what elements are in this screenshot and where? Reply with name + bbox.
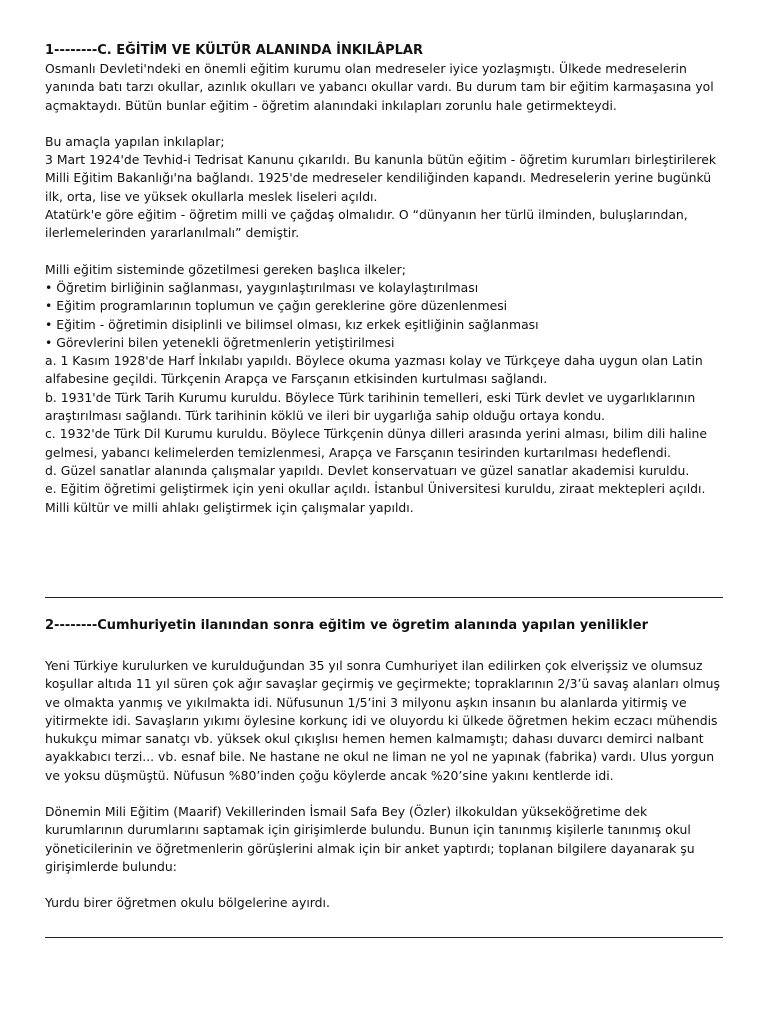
principle-item: • Eğitim - öğretimin disiplinli ve bilimsel olması, kız erkek eşitliğinin sağlanması: [45, 316, 723, 334]
section-2-heading: 2--------Cumhuriyetin ilanından sonra eğitim ve ögretim alanında yapılan yenilikler: [45, 618, 648, 633]
principles-title: Milli eğitim sisteminde gözetilmesi gereken başlıca ilkeler;: [45, 261, 406, 277]
item-harf-inkilabi: a. 1 Kasım 1928'de Harf İnkılabı yapıldı. Böylece okuma yazması kolay ve Türkçeye daha uygun olan Latin alfabesine geçildi. Türkçenin Arapça ve Farsçanın etkisinden kurtulması sağlandı.: [45, 353, 703, 387]
item-turk-dil-kurumu: c. 1932'de Türk Dil Kurumu kuruldu. Böylece Türkçenin dünya dilleri arasında yerini alması, bilim dili haline gelmesi, yabancı kelimelerden temizlenmesi, Arapça ve Farsçanın tesirinden kurtarılması hedeflendi.: [45, 426, 708, 460]
reform-ataturk-quote: Atatürk'e göre eğitim - öğretim milli ve çağdaş olmalıdır. O “dünyanın her türlü ilminden, buluşlarından, ilerlemelerinden yararlanılmalı” demiştir.: [45, 207, 688, 241]
principle-item: • Öğretim birliğinin sağlanması, yaygınlaştırılması ve kolaylaştırılması: [45, 279, 723, 297]
section-education-culture-reforms: [45, 41, 723, 517]
section-divider: [45, 937, 723, 938]
reform-items: [45, 352, 723, 517]
reforms-lead: Bu amaçla yapılan inkılaplar;: [45, 133, 225, 149]
paragraph-new-turkey: Yeni Türkiye kurulurken ve kurulduğundan 35 yıl sonra Cumhuriyet ilan edilirken çok elverişsiz ve olumsuz koşullar altıda 11 yıl süren çok ağır savaşlar geçirmiş ve geçirmekte; topraklarının 2/3’ü savaş alanları olmuş ve olmakta yanmış ve yıkılmakta idi. Nüfusunun 1/5’ini 3 milyonu aşkın insanın bu alanlarda yitirmiş ve yitirmekte idi. Savaşların yıkımı öylesine korkunç idi ve oluyordu ki ülkede öğretmen hekim eczacı mühendis hukukçu mimar sanatçı vb. yüksek okul çıkışlısı hemen hemen kalmamıştı; dahası duvarcı demirci nalbant ayakkabıcı terzi... vb. esnaf bile. Ne hastane ne okul ne liman ne yol ne yapınak (fabrika) vardı. Ulus yorgun ve yoksu düşmüştü. Nüfusun %80’inden çoğu köylerde ancak %20’sine yakını kentlerde idi.: [45, 658, 720, 783]
section-divider: [45, 597, 723, 598]
principles-list: [45, 279, 723, 352]
intro-paragraph: Osmanlı Devleti'ndeki en önemli eğitim kurumu olan medreseler iyice yozlaşmıştı. Ülkede medreselerin yanında batı tarzı okullar, azınlık okulları ve yabancı okullar vardı. Bu durum tam bir eğitim karmaşasına yol açmaktaydı. Bütün bunlar eğitim - öğretim alanındaki inkılapları zorunlu hale getirmekteydi.: [45, 61, 714, 113]
item-guzel-sanatlar: d. Güzel sanatlar alanında çalışmalar yapıldı. Devlet konservatuarı ve güzel sanatlar akademisi kuruldu.: [45, 462, 690, 478]
principles-block: [45, 261, 723, 517]
principle-item: • Görevlerini bilen yetenekli öğretmenlerin yetiştirilmesi: [45, 334, 723, 352]
paragraph-ismail-safa: Dönemin Mili Eğitim (Maarif) Vekillerinden İsmail Safa Bey (Özler) ilkokuldan yükseköğretime dek kurumlarının durumlarını saptamak için girişimlerde bulundu. Bunun için tanınmış kişilerle tanınmış okul yöneticilerinin ve öğretmenlerin görüşlerini almak için bir anket yaptırdı; toplanan bilgilere dayanarak şu girişimlerde bulundu:: [45, 804, 695, 874]
principle-item: • Eğitim programlarının toplumun ve çağın gereklerine göre düzenlenmesi: [45, 297, 723, 315]
section-republic-education-innovations: [45, 616, 723, 913]
item-yeni-okullar: e. Eğitim öğretimi geliştirmek için yeni okullar açıldı. İstanbul Üniversitesi kuruldu, ziraat mektepleri açıldı. Milli kültür ve milli ahlakı geliştirmek için çalışmalar yapıldı.: [45, 481, 706, 515]
paragraph-teacher-school-regions: Yurdu birer öğretmen okulu bölgelerine ayırdı.: [45, 895, 330, 911]
item-turk-tarih-kurumu: b. 1931'de Türk Tarih Kurumu kuruldu. Böylece Türk tarihinin temelleri, eski Türk devlet ve uygarlıklarının araştırılması sağlandı. Türk tarihinin köklü ve ileri bir uygarlığa sahip olduğu ortaya kondu.: [45, 389, 696, 424]
reforms-block: [45, 133, 723, 243]
section-1-heading: 1--------C. EĞİTİM VE KÜLTÜR ALANINDA İNKILÂPLAR: [45, 43, 423, 58]
reform-tevhid-tedrisat: 3 Mart 1924'de Tevhid-i Tedrisat Kanunu çıkarıldı. Bu kanunla bütün eğitim - öğretim kurumları birleştirilerek Milli Eğitim Bakanlığı'na bağlandı. 1925'de medreseler kendiliğinden kapandı. Medreselerin yerine bugünkü ilk, orta, lise ve yüksek okullarla meslek liseleri açıldı.: [45, 152, 717, 204]
